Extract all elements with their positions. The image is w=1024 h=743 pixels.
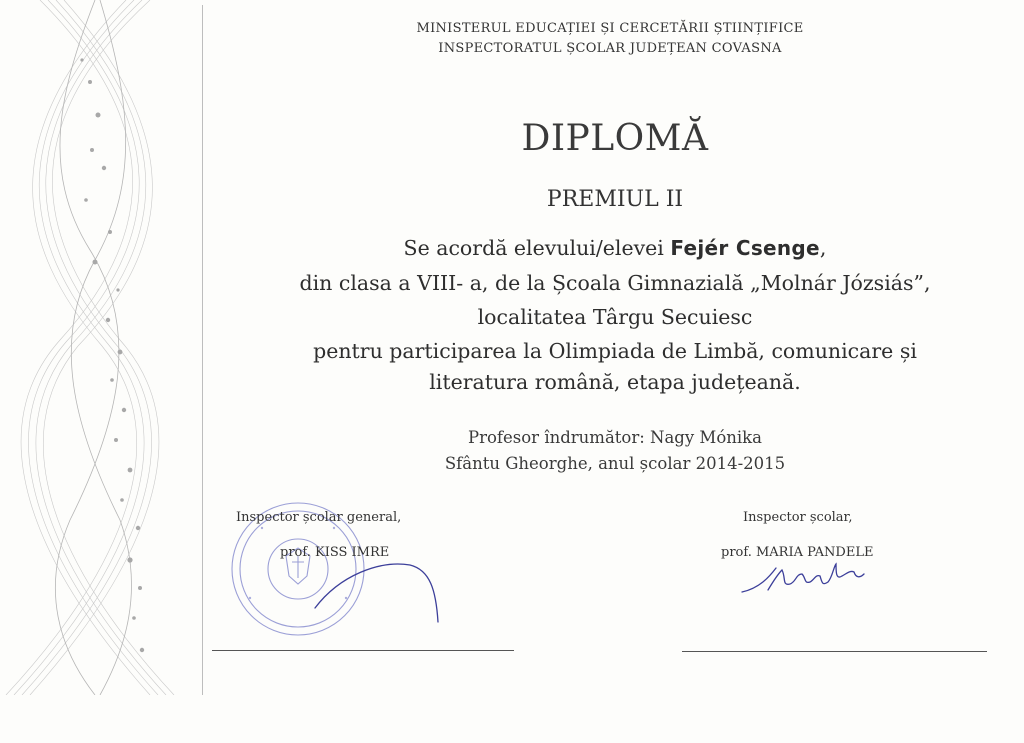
ministry-heading: MINISTERUL EDUCAȚIEI ȘI CERCETĂRII ȘTIINȚIFICE — [416, 21, 804, 36]
award-prefix: Se acordă elevului/elevei — [403, 236, 664, 260]
prize-heading: PREMIUL II — [546, 187, 684, 212]
left-signature-stroke — [315, 564, 438, 622]
inspectorate-heading: INSPECTORATUL ȘCOLAR JUDEȚEAN COVASNA — [438, 41, 782, 56]
award-line-2: din clasa a VIII- a, de la Școala Gimnazială „Molnár Józsiás”, — [299, 271, 931, 295]
award-line-5: literatura română, etapa județeană. — [429, 370, 801, 394]
left-signatory-name: prof. KISS IMRE — [280, 545, 390, 560]
right-signatory-name: prof. MARIA PANDELE — [721, 545, 874, 560]
place-year-line: Sfântu Gheorghe, anul școlar 2014-2015 — [444, 454, 786, 473]
left-signatory-role: Inspector școlar general, — [236, 510, 402, 525]
student-name: Fejér Csenge — [670, 236, 820, 260]
right-signatory-role: Inspector școlar, — [743, 510, 853, 525]
right-signature-stroke — [742, 564, 864, 592]
diploma-title: DIPLOMĂ — [521, 118, 709, 159]
teacher-line: Profesor îndrumător: Nagy Mónika — [467, 428, 763, 447]
right-signature-rule — [682, 651, 987, 652]
award-line-1-suffix: , — [819, 236, 827, 260]
award-line-4: pentru participarea la Olimpiada de Limbă, comunicare și — [313, 339, 917, 363]
award-line-3: localitatea Târgu Secuiesc — [477, 305, 753, 329]
left-signature-rule — [212, 650, 514, 651]
